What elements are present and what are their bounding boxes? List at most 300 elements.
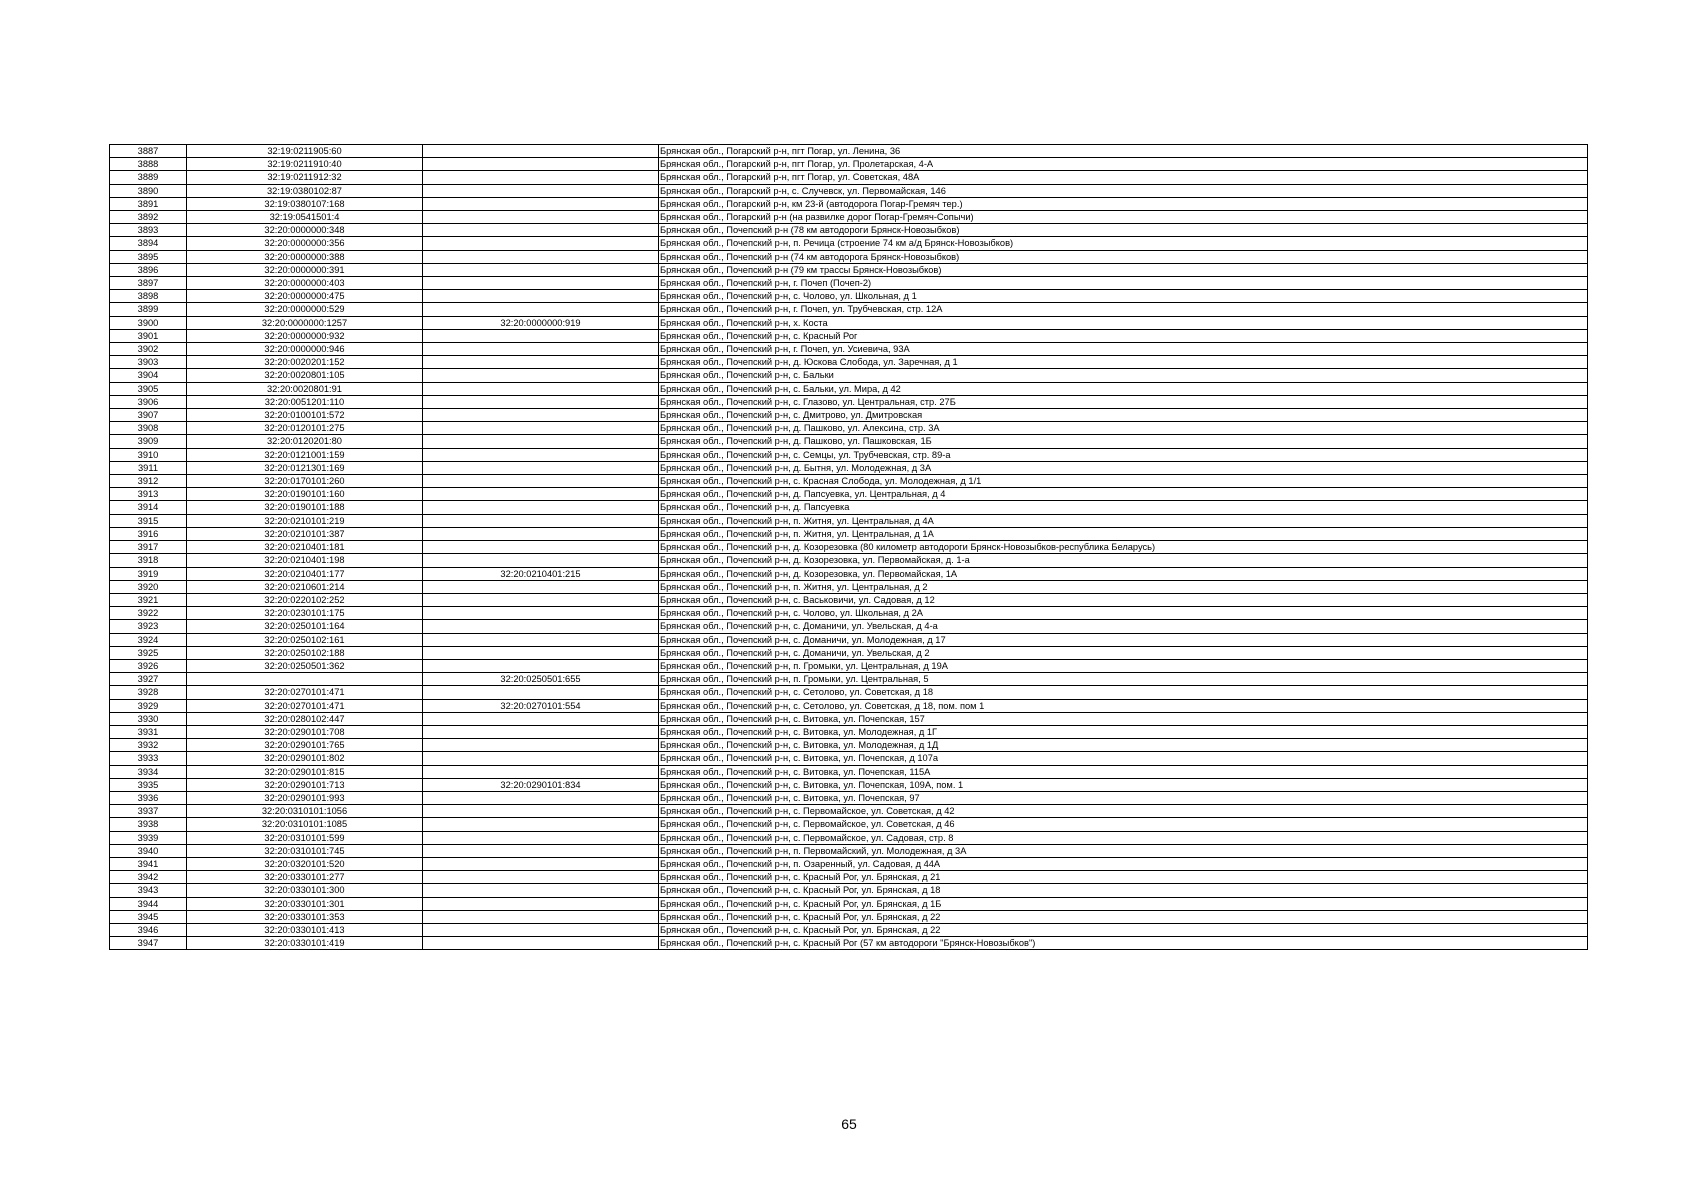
table-row — [110, 659, 1588, 672]
address-cell: Брянская обл., Погарский р-н, с. Случевск, ул. Первомайская, 146 — [659, 184, 1588, 197]
cadastral-number-cell: 32:20:0270101:471 — [187, 699, 423, 712]
address-cell: Брянская обл., Почепский р-н, д. Юскова Слобода, ул. Заречная, д 1 — [659, 356, 1588, 369]
related-cadastral-number-cell — [423, 580, 659, 593]
cadastral-number-cell: 32:20:0000000:946 — [187, 343, 423, 356]
table-row — [110, 699, 1588, 712]
address-cell: Брянская обл., Почепский р-н, с. Красный Рог, ул. Брянская, д 18 — [659, 884, 1588, 897]
related-cadastral-number-cell — [423, 607, 659, 620]
cadastral-number-cell: 32:20:0330101:419 — [187, 937, 423, 950]
cadastral-number-cell: 32:20:0330101:300 — [187, 884, 423, 897]
related-cadastral-number-cell — [423, 461, 659, 474]
table-row — [110, 277, 1588, 290]
cadastral-number-cell: 32:20:0051201:110 — [187, 395, 423, 408]
row-number-cell: 3923 — [110, 620, 187, 633]
table-row — [110, 158, 1588, 171]
row-number-cell: 3921 — [110, 593, 187, 606]
table-row — [110, 923, 1588, 936]
row-number-cell: 3932 — [110, 739, 187, 752]
address-cell: Брянская обл., Почепский р-н, с. Первомайское, ул. Советская, д 46 — [659, 818, 1588, 831]
row-number-cell: 3912 — [110, 475, 187, 488]
cadastral-number-cell: 32:20:0210401:198 — [187, 554, 423, 567]
related-cadastral-number-cell: 32:20:0270101:554 — [423, 699, 659, 712]
related-cadastral-number-cell — [423, 593, 659, 606]
related-cadastral-number-cell — [423, 633, 659, 646]
address-cell: Брянская обл., Почепский р-н, г. Почеп, ул. Трубчевская, стр. 12А — [659, 303, 1588, 316]
related-cadastral-number-cell: 32:20:0000000:919 — [423, 316, 659, 329]
related-cadastral-number-cell — [423, 250, 659, 263]
related-cadastral-number-cell — [423, 541, 659, 554]
address-cell: Брянская обл., Почепский р-н, с. Чолово, ул. Школьная, д 2А — [659, 607, 1588, 620]
cadastral-number-cell: 32:20:0310101:1085 — [187, 818, 423, 831]
row-number-cell: 3920 — [110, 580, 187, 593]
related-cadastral-number-cell — [423, 395, 659, 408]
row-number-cell: 3929 — [110, 699, 187, 712]
row-number-cell: 3915 — [110, 514, 187, 527]
cadastral-number-cell: 32:20:0330101:353 — [187, 910, 423, 923]
row-number-cell: 3943 — [110, 884, 187, 897]
row-number-cell: 3922 — [110, 607, 187, 620]
related-cadastral-number-cell — [423, 791, 659, 804]
address-cell: Брянская обл., Почепский р-н, с. Семцы, ул. Трубчевская, стр. 89-а — [659, 448, 1588, 461]
address-cell: Брянская обл., Почепский р-н, с. Красная Слобода, ул. Молодежная, д 1/1 — [659, 475, 1588, 488]
table-row — [110, 725, 1588, 738]
row-number-cell: 3924 — [110, 633, 187, 646]
cadastral-number-cell: 32:20:0330101:301 — [187, 897, 423, 910]
row-number-cell: 3896 — [110, 263, 187, 276]
cadastral-number-cell: 32:20:0330101:413 — [187, 923, 423, 936]
table-row — [110, 290, 1588, 303]
cadastral-number-cell: 32:19:0541501:4 — [187, 211, 423, 224]
row-number-cell: 3918 — [110, 554, 187, 567]
row-number-cell: 3911 — [110, 461, 187, 474]
related-cadastral-number-cell — [423, 237, 659, 250]
address-cell: Брянская обл., Почепский р-н, с. Красный Рог, ул. Брянская, д 22 — [659, 910, 1588, 923]
address-cell: Брянская обл., Почепский р-н, д. Пашково, ул. Пашковская, 1Б — [659, 435, 1588, 448]
row-number-cell: 3917 — [110, 541, 187, 554]
table-row — [110, 686, 1588, 699]
address-cell: Брянская обл., Почепский р-н, с. Чолово, ул. Школьная, д 1 — [659, 290, 1588, 303]
address-cell: Брянская обл., Погарский р-н, км 23-й (автодорога Погар-Гремяч тер.) — [659, 197, 1588, 210]
related-cadastral-number-cell — [423, 263, 659, 276]
cadastral-number-cell: 32:20:0190101:160 — [187, 488, 423, 501]
related-cadastral-number-cell — [423, 646, 659, 659]
address-cell: Брянская обл., Почепский р-н, с. Витовка, ул. Молодежная, д 1Г — [659, 725, 1588, 738]
address-cell: Брянская обл., Почепский р-н (79 км трассы Брянск-Новозыбков) — [659, 263, 1588, 276]
related-cadastral-number-cell — [423, 356, 659, 369]
cadastral-number-cell: 32:20:0170101:260 — [187, 475, 423, 488]
row-number-cell: 3933 — [110, 752, 187, 765]
cadastral-number-cell: 32:20:0210601:214 — [187, 580, 423, 593]
address-cell: Брянская обл., Почепский р-н, х. Коста — [659, 316, 1588, 329]
row-number-cell: 3899 — [110, 303, 187, 316]
cadastral-number-cell: 32:20:0000000:391 — [187, 263, 423, 276]
row-number-cell: 3902 — [110, 343, 187, 356]
address-cell: Брянская обл., Почепский р-н, с. Витовка, ул. Почепская, 97 — [659, 791, 1588, 804]
row-number-cell: 3901 — [110, 329, 187, 342]
address-cell: Брянская обл., Почепский р-н, с. Доманичи, ул. Увельская, д 2 — [659, 646, 1588, 659]
cadastral-number-cell: 32:20:0210401:177 — [187, 567, 423, 580]
related-cadastral-number-cell — [423, 897, 659, 910]
related-cadastral-number-cell — [423, 303, 659, 316]
cadastral-number-cell: 32:20:0000000:475 — [187, 290, 423, 303]
row-number-cell: 3898 — [110, 290, 187, 303]
row-number-cell: 3903 — [110, 356, 187, 369]
address-cell: Брянская обл., Почепский р-н, г. Почеп (Почеп-2) — [659, 277, 1588, 290]
address-cell: Брянская обл., Почепский р-н, п. Озаренный, ул. Садовая, д 44А — [659, 857, 1588, 870]
related-cadastral-number-cell — [423, 844, 659, 857]
table-row — [110, 897, 1588, 910]
address-cell: Брянская обл., Погарский р-н (на развилке дорог Погар-Гремяч-Сопычи) — [659, 211, 1588, 224]
row-number-cell: 3897 — [110, 277, 187, 290]
table-row — [110, 250, 1588, 263]
row-number-cell: 3942 — [110, 871, 187, 884]
cadastral-number-cell: 32:20:0250102:161 — [187, 633, 423, 646]
address-cell: Брянская обл., Почепский р-н, п. Первомайский, ул. Молодежная, д 3А — [659, 844, 1588, 857]
cadastral-number-cell: 32:20:0020801:91 — [187, 382, 423, 395]
address-cell: Брянская обл., Почепский р-н, с. Васьковичи, ул. Садовая, д 12 — [659, 593, 1588, 606]
address-cell: Брянская обл., Почепский р-н, с. Витовка, ул. Почепская, д 107а — [659, 752, 1588, 765]
table-row — [110, 554, 1588, 567]
related-cadastral-number-cell — [423, 923, 659, 936]
related-cadastral-number-cell — [423, 290, 659, 303]
cadastral-number-cell: 32:20:0290101:993 — [187, 791, 423, 804]
table-row — [110, 607, 1588, 620]
table-row — [110, 673, 1588, 686]
related-cadastral-number-cell: 32:20:0250501:655 — [423, 673, 659, 686]
cadastral-number-cell: 32:20:0210101:219 — [187, 514, 423, 527]
related-cadastral-number-cell — [423, 554, 659, 567]
table-row — [110, 712, 1588, 725]
cadastral-number-cell: 32:20:0250501:362 — [187, 659, 423, 672]
address-cell: Брянская обл., Почепский р-н, п. Житня, ул. Центральная, д 4А — [659, 514, 1588, 527]
table-row — [110, 237, 1588, 250]
table-row — [110, 844, 1588, 857]
related-cadastral-number-cell — [423, 329, 659, 342]
table-row — [110, 422, 1588, 435]
cadastral-number-cell: 32:20:0250101:164 — [187, 620, 423, 633]
table-row — [110, 501, 1588, 514]
table-row — [110, 633, 1588, 646]
table-row — [110, 514, 1588, 527]
table-row — [110, 778, 1588, 791]
row-number-cell: 3927 — [110, 673, 187, 686]
row-number-cell: 3936 — [110, 791, 187, 804]
table-row — [110, 343, 1588, 356]
row-number-cell: 3905 — [110, 382, 187, 395]
related-cadastral-number-cell — [423, 739, 659, 752]
address-cell: Брянская обл., Почепский р-н, с. Сетолово, ул. Советская, д 18 — [659, 686, 1588, 699]
address-cell: Брянская обл., Погарский р-н, пгт Погар, ул. Пролетарская, 4-А — [659, 158, 1588, 171]
table-row — [110, 791, 1588, 804]
table-row — [110, 752, 1588, 765]
related-cadastral-number-cell — [423, 884, 659, 897]
row-number-cell: 3938 — [110, 818, 187, 831]
cadastral-number-cell: 32:20:0290101:815 — [187, 765, 423, 778]
address-cell: Брянская обл., Почепский р-н, п. Житня, ул. Центральная, д 2 — [659, 580, 1588, 593]
cadastral-number-cell: 32:19:0380102:87 — [187, 184, 423, 197]
address-cell: Брянская обл., Почепский р-н, с. Красный Рог, ул. Брянская, д 22 — [659, 923, 1588, 936]
address-cell: Брянская обл., Почепский р-н (78 км автодороги Брянск-Новозыбков) — [659, 224, 1588, 237]
row-number-cell: 3906 — [110, 395, 187, 408]
related-cadastral-number-cell — [423, 765, 659, 778]
cadastral-number-cell: 32:20:0100101:572 — [187, 409, 423, 422]
address-cell: Брянская обл., Почепский р-н, с. Витовка, ул. Почепская, 109А, пом. 1 — [659, 778, 1588, 791]
table-row — [110, 184, 1588, 197]
related-cadastral-number-cell — [423, 158, 659, 171]
address-cell: Брянская обл., Почепский р-н, д. Козорезовка (80 километр автодороги Брянск-Новозыбков-республика Беларусь) — [659, 541, 1588, 554]
address-cell: Брянская обл., Почепский р-н, г. Почеп, ул. Усиевича, 93А — [659, 343, 1588, 356]
cadastral-number-cell: 32:20:0310101:745 — [187, 844, 423, 857]
address-cell: Брянская обл., Почепский р-н, с. Красный Рог (57 км автодороги "Брянск-Новозыбков") — [659, 937, 1588, 950]
table-row — [110, 831, 1588, 844]
row-number-cell: 3889 — [110, 171, 187, 184]
cadastral-number-cell: 32:19:0211910:40 — [187, 158, 423, 171]
cadastral-number-cell: 32:20:0290101:708 — [187, 725, 423, 738]
address-cell: Брянская обл., Почепский р-н, с. Витовка, ул. Почепская, 157 — [659, 712, 1588, 725]
table-row — [110, 448, 1588, 461]
row-number-cell: 3926 — [110, 659, 187, 672]
row-number-cell: 3935 — [110, 778, 187, 791]
related-cadastral-number-cell — [423, 659, 659, 672]
address-cell: Брянская обл., Почепский р-н (74 км автодорога Брянск-Новозыбков) — [659, 250, 1588, 263]
row-number-cell: 3945 — [110, 910, 187, 923]
cadastral-number-cell: 32:20:0230101:175 — [187, 607, 423, 620]
address-cell: Брянская обл., Почепский р-н, д. Пашково, ул. Алексина, стр. 3А — [659, 422, 1588, 435]
related-cadastral-number-cell — [423, 818, 659, 831]
table-row — [110, 646, 1588, 659]
address-cell: Брянская обл., Погарский р-н, пгт Погар, ул. Советская, 48А — [659, 171, 1588, 184]
address-cell: Брянская обл., Почепский р-н, д. Бытня, ул. Молодежная, д 3А — [659, 461, 1588, 474]
table-row — [110, 567, 1588, 580]
table-row — [110, 382, 1588, 395]
table-row — [110, 303, 1588, 316]
related-cadastral-number-cell — [423, 857, 659, 870]
related-cadastral-number-cell: 32:20:0210401:215 — [423, 567, 659, 580]
related-cadastral-number-cell — [423, 382, 659, 395]
address-cell: Брянская обл., Почепский р-н, д. Папсуевка, ул. Центральная, д 4 — [659, 488, 1588, 501]
related-cadastral-number-cell — [423, 343, 659, 356]
table-row — [110, 805, 1588, 818]
row-number-cell: 3887 — [110, 145, 187, 158]
address-cell: Брянская обл., Почепский р-н, с. Первомайское, ул. Советская, д 42 — [659, 805, 1588, 818]
address-cell: Брянская обл., Почепский р-н, п. Житня, ул. Центральная, д 1А — [659, 527, 1588, 540]
table-row — [110, 910, 1588, 923]
registry-table — [109, 144, 1588, 950]
cadastral-number-cell: 32:20:0000000:403 — [187, 277, 423, 290]
cadastral-number-cell: 32:20:0120101:275 — [187, 422, 423, 435]
cadastral-number-cell: 32:20:0310101:1056 — [187, 805, 423, 818]
related-cadastral-number-cell — [423, 409, 659, 422]
cadastral-number-cell: 32:20:0000000:529 — [187, 303, 423, 316]
related-cadastral-number-cell — [423, 184, 659, 197]
row-number-cell: 3934 — [110, 765, 187, 778]
related-cadastral-number-cell — [423, 145, 659, 158]
row-number-cell: 3891 — [110, 197, 187, 210]
table-row — [110, 409, 1588, 422]
row-number-cell: 3941 — [110, 857, 187, 870]
table-row — [110, 316, 1588, 329]
related-cadastral-number-cell — [423, 488, 659, 501]
row-number-cell: 3890 — [110, 184, 187, 197]
cadastral-number-cell: 32:20:0020201:152 — [187, 356, 423, 369]
table-row — [110, 475, 1588, 488]
cadastral-number-cell: 32:20:0120201:80 — [187, 435, 423, 448]
related-cadastral-number-cell — [423, 805, 659, 818]
related-cadastral-number-cell — [423, 501, 659, 514]
cadastral-number-cell: 32:19:0211905:60 — [187, 145, 423, 158]
row-number-cell: 3925 — [110, 646, 187, 659]
address-cell: Брянская обл., Почепский р-н, с. Красный Рог — [659, 329, 1588, 342]
related-cadastral-number-cell — [423, 910, 659, 923]
table-row — [110, 369, 1588, 382]
table-row — [110, 224, 1588, 237]
related-cadastral-number-cell — [423, 197, 659, 210]
row-number-cell: 3892 — [110, 211, 187, 224]
cadastral-number-cell: 32:20:0280102:447 — [187, 712, 423, 725]
related-cadastral-number-cell — [423, 620, 659, 633]
table-row — [110, 461, 1588, 474]
related-cadastral-number-cell: 32:20:0290101:834 — [423, 778, 659, 791]
row-number-cell: 3888 — [110, 158, 187, 171]
table-row — [110, 145, 1588, 158]
table-row — [110, 171, 1588, 184]
row-number-cell: 3908 — [110, 422, 187, 435]
address-cell: Брянская обл., Почепский р-н, с. Бальки, ул. Мира, д 42 — [659, 382, 1588, 395]
address-cell: Брянская обл., Почепский р-н, с. Сетолово, ул. Советская, д 18, пом. пом 1 — [659, 699, 1588, 712]
cadastral-number-cell: 32:20:0210401:181 — [187, 541, 423, 554]
address-cell: Брянская обл., Почепский р-н, с. Витовка, ул. Почепская, 115А — [659, 765, 1588, 778]
address-cell: Брянская обл., Почепский р-н, д. Козорезовка, ул. Первомайская, д. 1-а — [659, 554, 1588, 567]
table-row — [110, 871, 1588, 884]
cadastral-number-cell: 32:20:0310101:599 — [187, 831, 423, 844]
address-cell: Брянская обл., Почепский р-н, с. Бальки — [659, 369, 1588, 382]
table-row — [110, 395, 1588, 408]
table-row — [110, 884, 1588, 897]
row-number-cell: 3928 — [110, 686, 187, 699]
table-row — [110, 197, 1588, 210]
table-row — [110, 765, 1588, 778]
related-cadastral-number-cell — [423, 937, 659, 950]
cadastral-number-cell: 32:20:0000000:348 — [187, 224, 423, 237]
related-cadastral-number-cell — [423, 514, 659, 527]
page-number: 65 — [841, 1116, 857, 1132]
table-row — [110, 593, 1588, 606]
related-cadastral-number-cell — [423, 871, 659, 884]
address-cell: Брянская обл., Почепский р-н, с. Красный Рог, ул. Брянская, д 21 — [659, 871, 1588, 884]
cadastral-number-cell: 32:20:0210101:387 — [187, 527, 423, 540]
related-cadastral-number-cell — [423, 725, 659, 738]
row-number-cell: 3937 — [110, 805, 187, 818]
row-number-cell: 3946 — [110, 923, 187, 936]
table-row — [110, 263, 1588, 276]
cadastral-number-cell: 32:20:0290101:802 — [187, 752, 423, 765]
cadastral-number-cell: 32:20:0290101:765 — [187, 739, 423, 752]
address-cell: Брянская обл., Почепский р-н, д. Козорезовка, ул. Первомайская, 1А — [659, 567, 1588, 580]
table-row — [110, 857, 1588, 870]
table-row — [110, 356, 1588, 369]
cadastral-number-cell: 32:20:0121301:169 — [187, 461, 423, 474]
cadastral-number-cell: 32:20:0000000:1257 — [187, 316, 423, 329]
address-cell: Брянская обл., Почепский р-н, с. Доманичи, ул. Увельская, д 4-а — [659, 620, 1588, 633]
cadastral-number-cell: 32:20:0000000:356 — [187, 237, 423, 250]
cadastral-number-cell: 32:20:0320101:520 — [187, 857, 423, 870]
address-cell: Брянская обл., Почепский р-н, с. Витовка, ул. Молодежная, д 1Д — [659, 739, 1588, 752]
related-cadastral-number-cell — [423, 712, 659, 725]
registry-table-body — [110, 145, 1588, 950]
row-number-cell: 3930 — [110, 712, 187, 725]
row-number-cell: 3914 — [110, 501, 187, 514]
table-row — [110, 541, 1588, 554]
cadastral-number-cell: 32:20:0190101:188 — [187, 501, 423, 514]
cadastral-number-cell: 32:20:0270101:471 — [187, 686, 423, 699]
table-row — [110, 527, 1588, 540]
cadastral-number-cell: 32:19:0380107:168 — [187, 197, 423, 210]
row-number-cell: 3939 — [110, 831, 187, 844]
table-row — [110, 937, 1588, 950]
row-number-cell: 3893 — [110, 224, 187, 237]
row-number-cell: 3904 — [110, 369, 187, 382]
cadastral-number-cell: 32:20:0121001:159 — [187, 448, 423, 461]
row-number-cell: 3910 — [110, 448, 187, 461]
address-cell: Брянская обл., Почепский р-н, с. Первомайское, ул. Садовая, стр. 8 — [659, 831, 1588, 844]
address-cell: Брянская обл., Почепский р-н, п. Речица (строение 74 км а/д Брянск-Новозыбков) — [659, 237, 1588, 250]
row-number-cell: 3931 — [110, 725, 187, 738]
related-cadastral-number-cell — [423, 435, 659, 448]
row-number-cell: 3900 — [110, 316, 187, 329]
related-cadastral-number-cell — [423, 224, 659, 237]
cadastral-number-cell: 32:20:0000000:932 — [187, 329, 423, 342]
row-number-cell: 3907 — [110, 409, 187, 422]
cadastral-number-cell: 32:20:0020801:105 — [187, 369, 423, 382]
related-cadastral-number-cell — [423, 475, 659, 488]
address-cell: Брянская обл., Почепский р-н, д. Папсуевка — [659, 501, 1588, 514]
cadastral-number-cell: 32:19:0211912:32 — [187, 171, 423, 184]
cadastral-number-cell — [187, 673, 423, 686]
row-number-cell: 3895 — [110, 250, 187, 263]
row-number-cell: 3894 — [110, 237, 187, 250]
related-cadastral-number-cell — [423, 527, 659, 540]
related-cadastral-number-cell — [423, 171, 659, 184]
row-number-cell: 3909 — [110, 435, 187, 448]
table-row — [110, 488, 1588, 501]
cadastral-number-cell: 32:20:0250102:188 — [187, 646, 423, 659]
row-number-cell: 3947 — [110, 937, 187, 950]
table-row — [110, 211, 1588, 224]
row-number-cell: 3916 — [110, 527, 187, 540]
row-number-cell: 3940 — [110, 844, 187, 857]
table-row — [110, 620, 1588, 633]
address-cell: Брянская обл., Погарский р-н, пгт Погар, ул. Ленина, 36 — [659, 145, 1588, 158]
cadastral-number-cell: 32:20:0220102:252 — [187, 593, 423, 606]
address-cell: Брянская обл., Почепский р-н, с. Красный Рог, ул. Брянская, д 1Б — [659, 897, 1588, 910]
table-row — [110, 818, 1588, 831]
related-cadastral-number-cell — [423, 831, 659, 844]
address-cell: Брянская обл., Почепский р-н, с. Глазово, ул. Центральная, стр. 27Б — [659, 395, 1588, 408]
cadastral-number-cell: 32:20:0330101:277 — [187, 871, 423, 884]
address-cell: Брянская обл., Почепский р-н, с. Дмитрово, ул. Дмитровская — [659, 409, 1588, 422]
cadastral-number-cell: 32:20:0290101:713 — [187, 778, 423, 791]
address-cell: Брянская обл., Почепский р-н, с. Доманичи, ул. Молодежная, д 17 — [659, 633, 1588, 646]
table-row — [110, 580, 1588, 593]
table-row — [110, 739, 1588, 752]
address-cell: Брянская обл., Почепский р-н, п. Громыки, ул. Центральная, д 19А — [659, 659, 1588, 672]
related-cadastral-number-cell — [423, 211, 659, 224]
related-cadastral-number-cell — [423, 752, 659, 765]
row-number-cell: 3919 — [110, 567, 187, 580]
table-row — [110, 435, 1588, 448]
cadastral-number-cell: 32:20:0000000:388 — [187, 250, 423, 263]
related-cadastral-number-cell — [423, 448, 659, 461]
